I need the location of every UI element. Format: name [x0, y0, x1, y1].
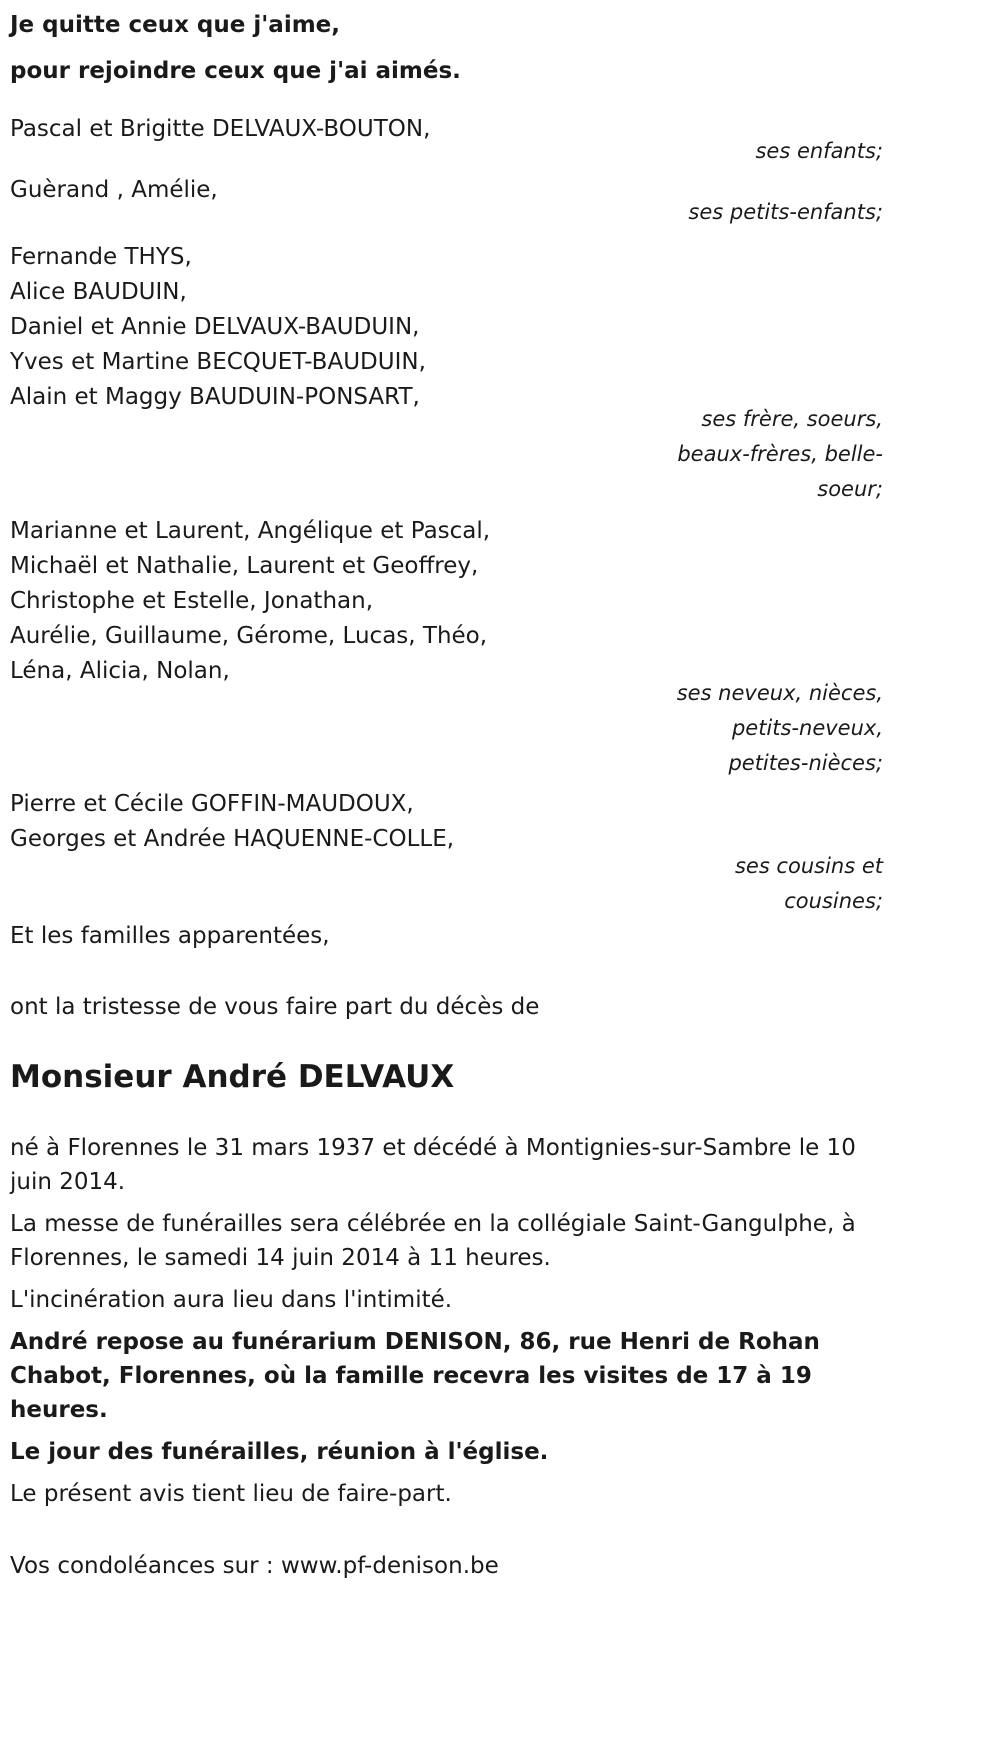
notice-text: Le présent avis tient lieu de faire-part. [10, 1481, 452, 1507]
relationship-line: petites-nièces; [728, 751, 883, 775]
relationship-label [653, 134, 883, 169]
incineration-text: L'incinération aura lieu dans l'intimité. [10, 1287, 453, 1313]
family-name: Georges et Andrée HAQUENNE-COLLE, [10, 826, 455, 852]
related-families: Et les familles apparentées, [10, 923, 330, 949]
family-group-nephews [10, 514, 883, 781]
names-list [10, 514, 883, 689]
family-name: Marianne et Laurent, Angélique et Pascal, [10, 518, 491, 544]
funeral-mass-text: La messe de funérailles sera célébrée en la collégiale Saint-Gangulphe, à Florennes, le samedi 14 juin 2014 à 11 heures. [10, 1211, 856, 1271]
relationship-label [653, 195, 883, 230]
verse-line-2: pour rejoindre ceux que j'ai aimés. [10, 58, 461, 84]
family-name: Christophe et Estelle, Jonathan, [10, 588, 374, 614]
family-name: Alain et Maggy BAUDUIN-PONSART, [10, 384, 420, 410]
relationship-label [663, 676, 883, 781]
condolences-link[interactable]: Vos condoléances sur : www.pf-denison.be [10, 1553, 499, 1579]
relationship-line: soeur; [817, 477, 883, 501]
obituary-document [10, 0, 883, 1584]
relationship-line: ses cousins et [734, 854, 883, 878]
relationship-label [663, 402, 883, 507]
relationship-line: ses neveux, nièces, [676, 681, 883, 705]
relationship-line: ses frère, soeurs, [701, 407, 883, 431]
relationship-line: ses enfants; [755, 139, 883, 163]
opening-verse [10, 2, 883, 94]
birth-death-text: né à Florennes le 31 mars 1937 et décédé à Montignies-sur-Sambre le 10 juin 2014. [10, 1135, 856, 1195]
family-name: Pierre et Cécile GOFFIN-MAUDOUX, [10, 791, 414, 817]
family-group-cousins [10, 787, 883, 919]
family-name: Pascal et Brigitte DELVAUX-BOUTON, [10, 116, 431, 142]
family-name: Aurélie, Guillaume, Gérome, Lucas, Théo, [10, 623, 488, 649]
family-name: Daniel et Annie DELVAUX-BAUDUIN, [10, 314, 420, 340]
announcement-intro: ont la tristesse de vous faire part du décès de [10, 994, 540, 1020]
relationship-label [653, 849, 883, 919]
family-group-siblings [10, 240, 883, 507]
family-name: Guèrand , Amélie, [10, 177, 218, 203]
family-group-children [10, 112, 883, 169]
relationship-line: ses petits-enfants; [688, 200, 883, 224]
relationship-line: beaux-frères, belle- [677, 442, 883, 466]
church-meeting-text: Le jour des funérailles, réunion à l'église. [10, 1439, 549, 1465]
names-list [10, 787, 883, 857]
family-group-grandchildren [10, 173, 883, 230]
relationship-line: petits-neveux, [731, 716, 883, 740]
funerarium-text: André repose au funérarium DENISON, 86, rue Henri de Rohan Chabot, Florennes, où la famille recevra les visites de 17 à 19 heures. [10, 1329, 820, 1423]
family-name: Yves et Martine BECQUET-BAUDUIN, [10, 349, 426, 375]
deceased-name: Monsieur André DELVAUX [10, 1059, 455, 1095]
family-name: Léna, Alicia, Nolan, [10, 658, 230, 684]
relationship-line: cousines; [784, 889, 883, 913]
verse-line-1: Je quitte ceux que j'aime, [10, 12, 341, 38]
names-list [10, 240, 883, 415]
family-name: Alice BAUDUIN, [10, 279, 187, 305]
family-name: Fernande THYS, [10, 244, 192, 270]
family-name: Michaël et Nathalie, Laurent et Geoffrey, [10, 553, 479, 579]
